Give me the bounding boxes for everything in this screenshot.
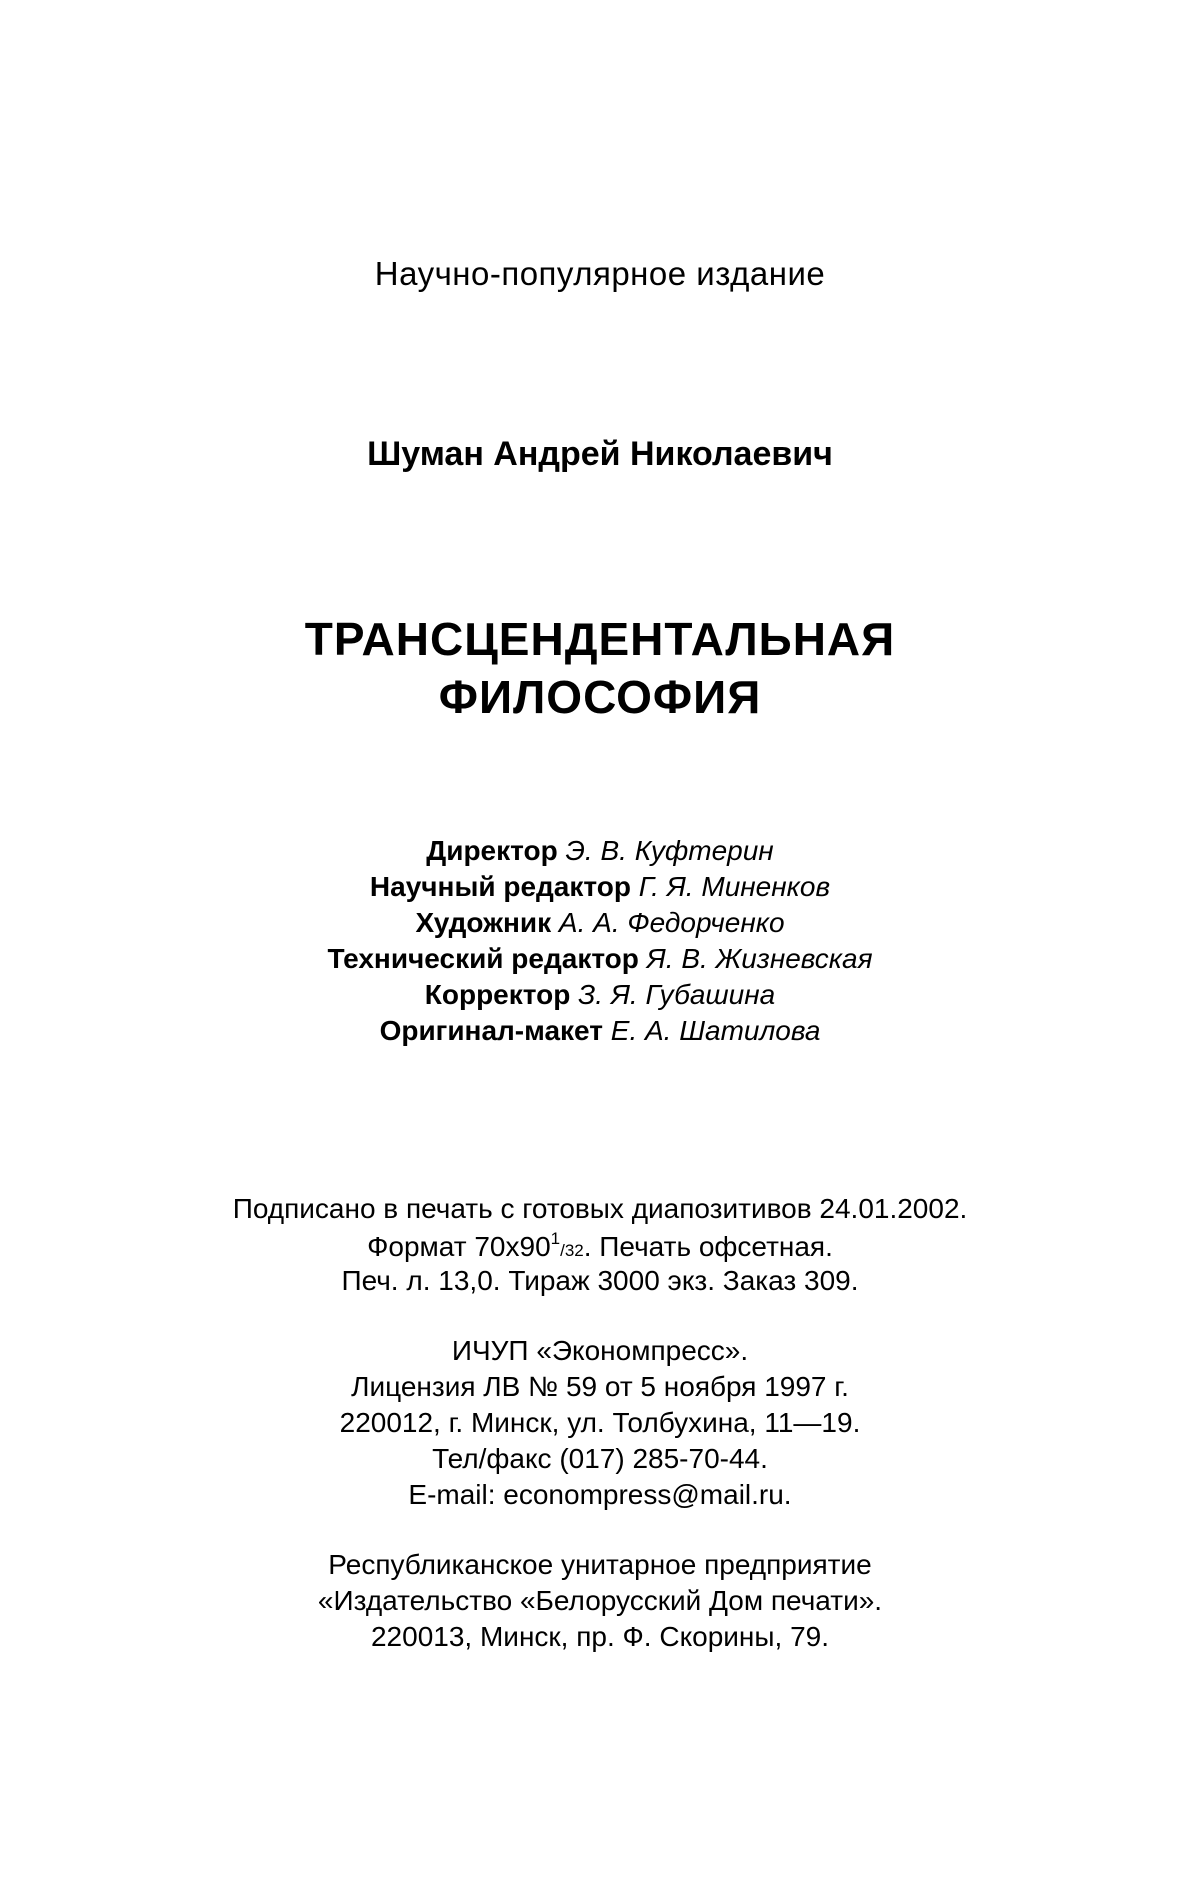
credit-person: З. Я. Губашина (578, 979, 776, 1010)
publisher-email: E-mail: econompress@mail.ru. (408, 1479, 792, 1510)
publisher-address: 220012, г. Минск, ул. Толбухина, 11—19. (339, 1407, 861, 1438)
format-fraction-denominator: /32 (560, 1241, 584, 1260)
printer-line-3: 220013, Минск, пр. Ф. Скорины, 79. (370, 1621, 829, 1652)
credit-role: Директор (426, 835, 558, 866)
credit-person: Г. Я. Миненков (638, 871, 831, 902)
credit-role: Оригинал-макет (379, 1015, 603, 1046)
credit-artist (0, 907, 1200, 939)
credit-role: Технический редактор (327, 943, 639, 974)
format-fraction-numerator: 1 (550, 1229, 561, 1248)
credit-person: Е. А. Шатилова (610, 1015, 821, 1046)
publisher-phone: Тел/факс (017) 285-70-44. (432, 1443, 768, 1474)
credit-director (0, 835, 1200, 867)
format-prefix: Формат 70х90 (367, 1231, 551, 1262)
publisher-name: ИЧУП «Экономпресс». (451, 1335, 749, 1366)
credit-role: Корректор (424, 979, 571, 1010)
credit-role: Научный редактор (369, 871, 631, 902)
printer-line-2: «Издательство «Белорусский Дом печати». (317, 1585, 883, 1616)
credit-proofreader (0, 979, 1200, 1011)
publisher-license: Лицензия ЛВ № 59 от 5 ноября 1997 г. (351, 1371, 849, 1402)
credit-person: Э. В. Куфтерин (565, 835, 774, 866)
format-suffix: . Печать офсетная. (583, 1231, 833, 1262)
credit-layout (0, 1015, 1200, 1047)
book-title-line-1: ТРАНСЦЕНДЕНТАЛЬНАЯ (304, 613, 896, 665)
printer-line-1: Республиканское унитарное предприятие (328, 1549, 872, 1580)
credit-person: Я. В. Жизневская (646, 943, 873, 974)
book-title-line-2: ФИЛОСОФИЯ (438, 671, 762, 723)
credit-scientific-editor (0, 871, 1200, 903)
credit-person: А. А. Федорченко (558, 907, 785, 938)
credit-role: Художник (415, 907, 552, 938)
edition-type: Научно-популярное издание (374, 255, 826, 292)
print-format (0, 1229, 1200, 1263)
author-name: Шуман Андрей Николаевич (367, 435, 833, 473)
print-sheets: Печ. л. 13,0. Тираж 3000 экз. Заказ 309. (341, 1265, 859, 1296)
print-signed: Подписано в печать с готовых диапозитивов 24.01.2002. (232, 1193, 968, 1224)
credit-technical-editor (0, 943, 1200, 975)
